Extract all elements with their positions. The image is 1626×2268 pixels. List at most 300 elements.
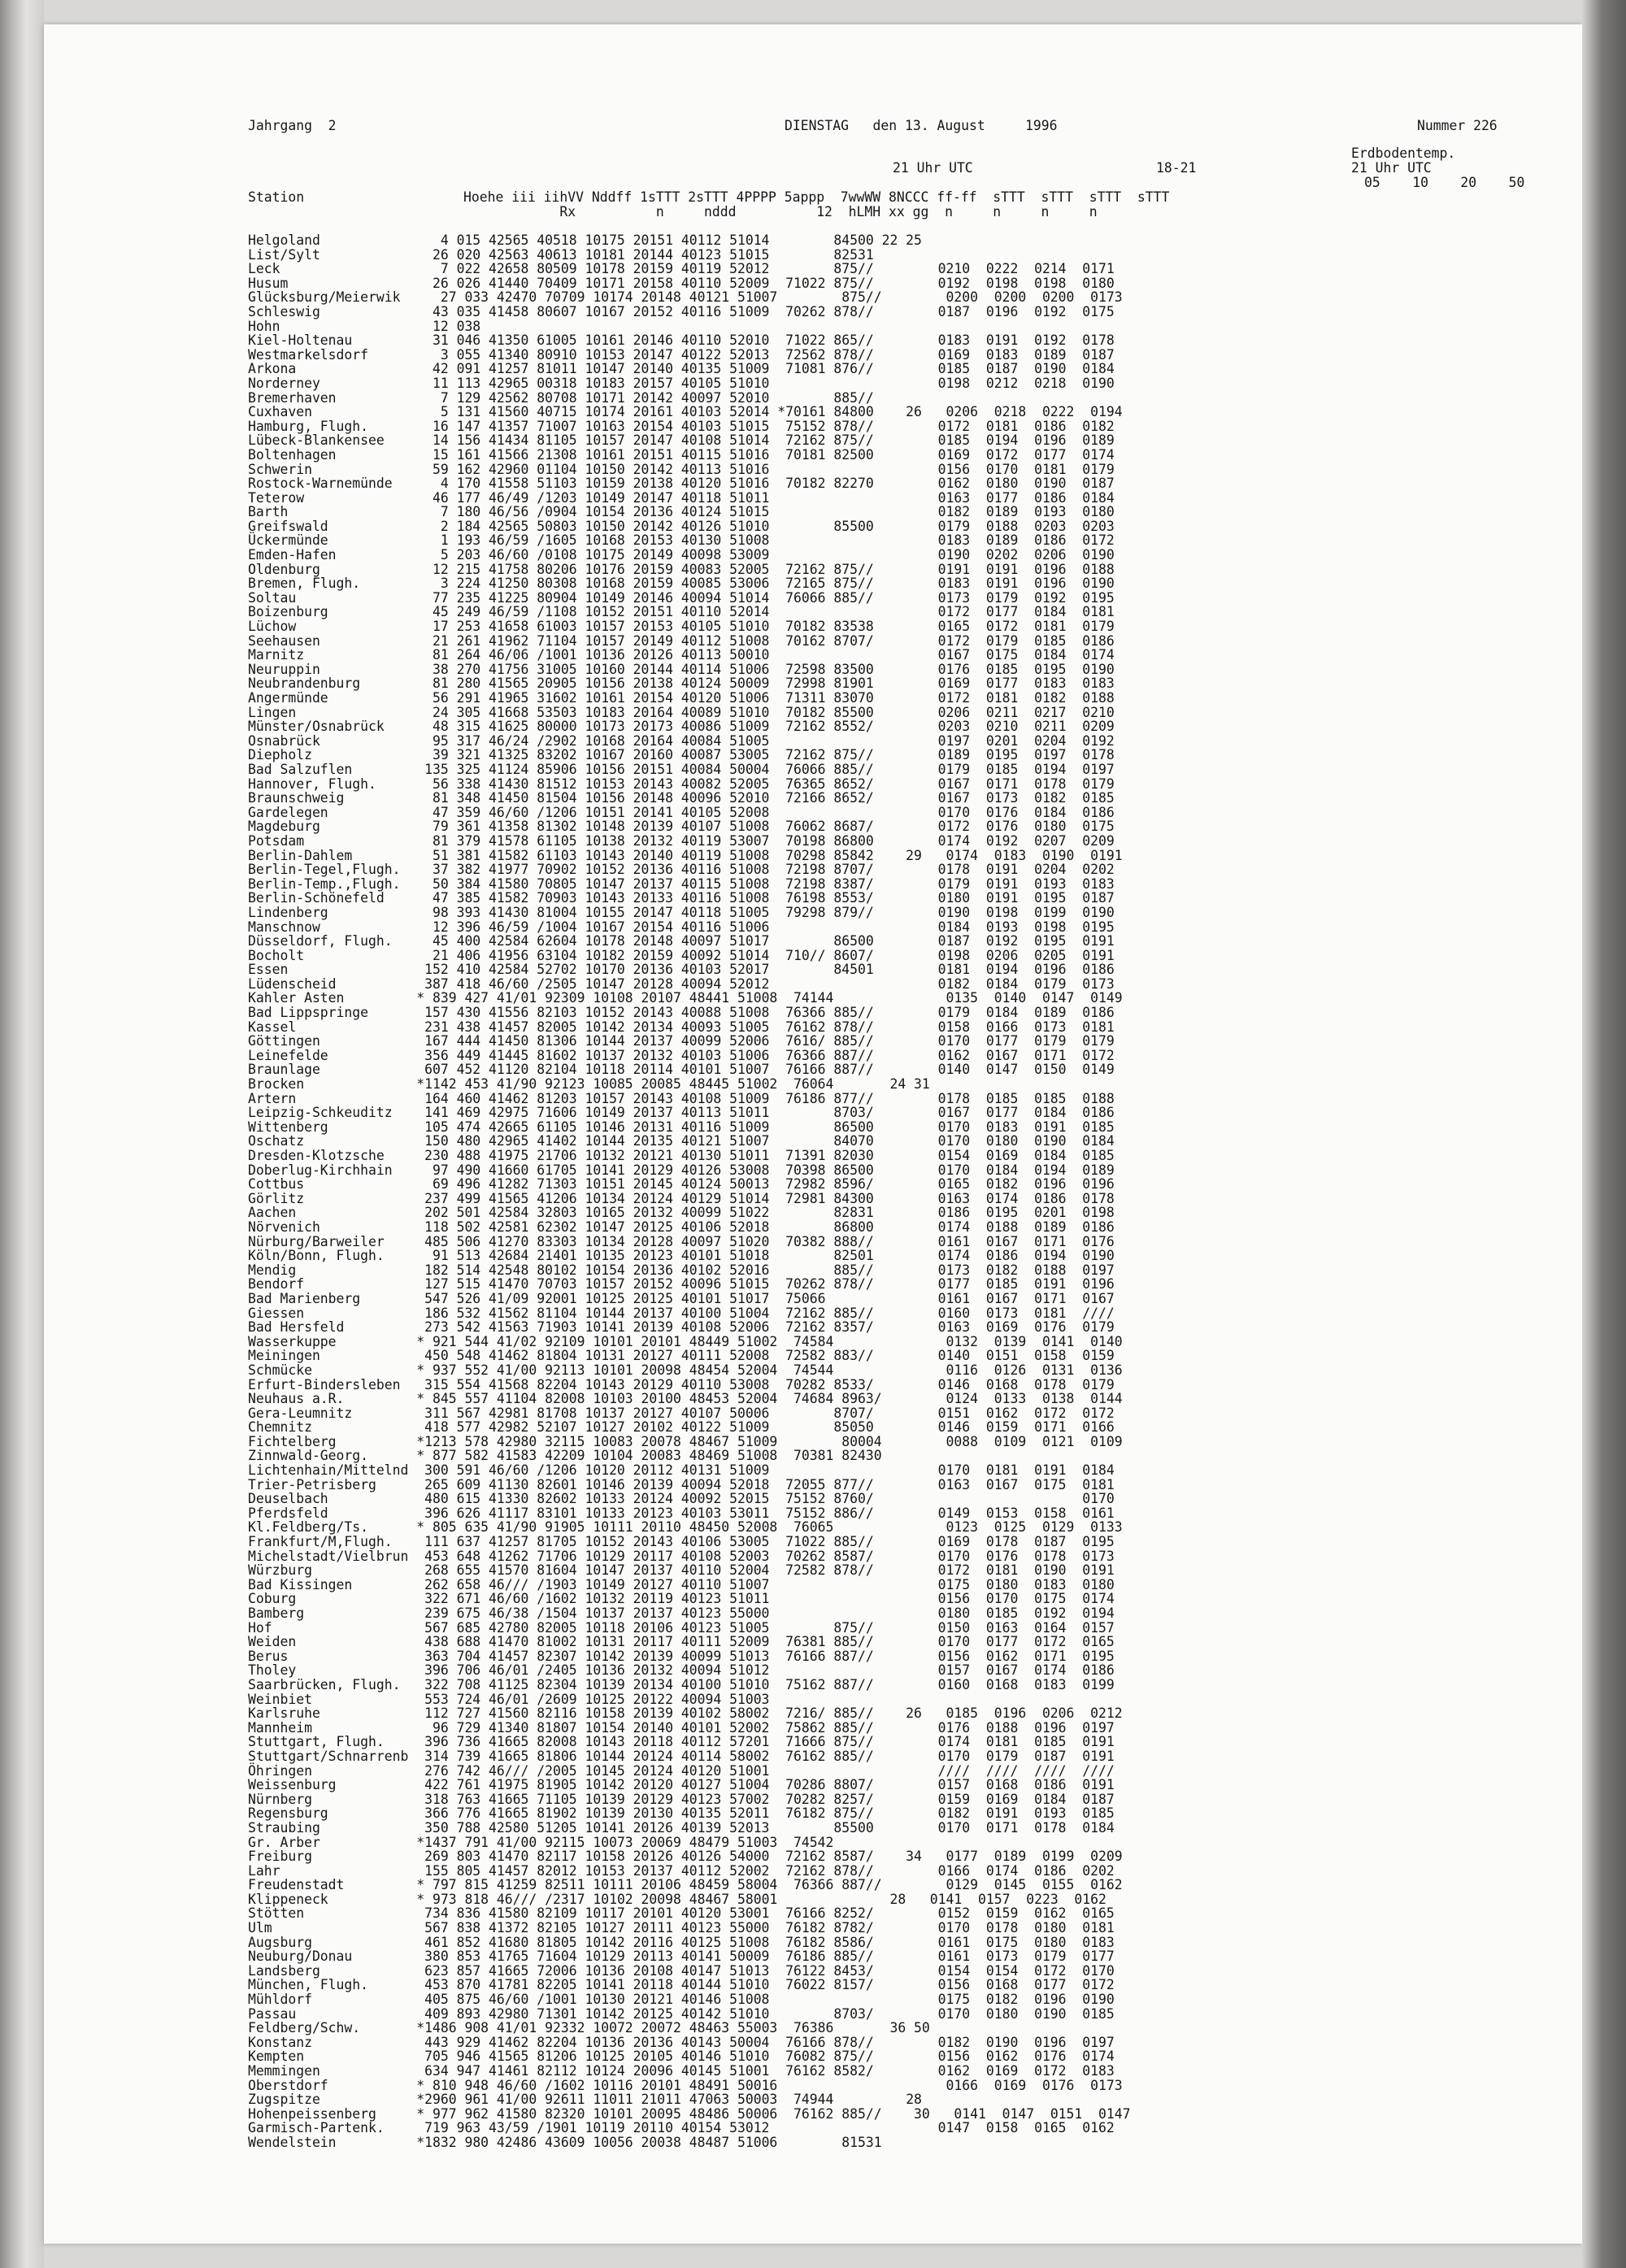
table-row xyxy=(248,2092,1131,2107)
table-row xyxy=(248,262,1131,276)
station-values: 152 410 42584 52702 10170 20136 40103 52017 84501 0181 0194 0196 0186 xyxy=(416,962,1115,978)
station-name: Mühldorf xyxy=(248,1992,417,2008)
station-name: Cuxhaven xyxy=(248,404,417,420)
station-values: 12 215 41758 80206 10176 20159 40083 52005 72162 875// 0191 0191 0196 0188 xyxy=(416,561,1115,577)
station-name: Öhringen xyxy=(248,1762,417,1779)
table-row xyxy=(248,2107,1131,2122)
station-name: Bad Marienberg xyxy=(248,1290,417,1306)
station-values: 366 776 41665 81902 10139 20130 40135 52011 76182 875// 0182 0191 0193 0185 xyxy=(416,1805,1115,1822)
station-name: Klippeneck * xyxy=(248,1891,425,1907)
station-values: 56 338 41430 81512 10153 20143 40082 52005 76365 8652/ 0167 0171 0178 0179 xyxy=(416,776,1115,792)
station-values: 921 544 41/02 92109 10101 20101 48449 51002 74584 0132 0139 0141 0140 xyxy=(424,1333,1123,1349)
station-values: 1 193 46/59 /1605 10168 20153 40130 51008 0183 0189 0186 0172 xyxy=(416,532,1115,549)
station-name: Soltau xyxy=(248,589,417,606)
table-row xyxy=(248,691,1131,706)
station-values: 46 177 46/49 /1203 10149 20147 40118 51011 0163 0177 0186 0184 xyxy=(416,489,1115,506)
table-row xyxy=(248,1678,1131,1692)
table-row xyxy=(248,1821,1131,1836)
station-values: 1437 791 41/00 92115 10073 20069 48479 51003 74542 xyxy=(424,1834,834,1850)
station-name: Emden-Hafen xyxy=(248,547,417,563)
station-values: 51 381 41582 61103 10143 20140 40119 51008 70298 85842 29 0174 0183 0190 0191 xyxy=(416,847,1123,863)
table-row xyxy=(248,748,1131,763)
station-name: Pferdsfeld xyxy=(248,1505,417,1521)
station-values: 81 280 41565 20905 10156 20138 40124 50009 72998 81901 0169 0177 0183 0183 xyxy=(416,676,1115,692)
station-values: 81 264 46/06 /1001 10136 20126 40113 50010 0167 0175 0184 0174 xyxy=(416,647,1115,663)
station-name: Nürburg/Barweiler xyxy=(248,1233,417,1249)
station-name: Deuselbach xyxy=(248,1491,417,1507)
station-values: 39 321 41325 83202 10167 20160 40087 53005 72162 875// 0189 0195 0197 0178 xyxy=(416,747,1115,763)
station-name: Essen xyxy=(248,962,417,978)
station-name: Bocholt xyxy=(248,947,417,963)
station-name: Gardelegen xyxy=(248,804,417,820)
table-row xyxy=(248,1392,1131,1406)
station-values: 553 724 46/01 /2609 10125 20122 40094 51003 xyxy=(416,1691,770,1707)
station-name: Wendelstein * xyxy=(248,2134,425,2150)
station-name: Augsburg xyxy=(248,1934,417,1950)
station-name: Neubrandenburg xyxy=(248,676,417,692)
station-name: Weinbiet xyxy=(248,1691,417,1707)
station-name: Norderney xyxy=(248,375,417,391)
station-values: 77 235 41225 80904 10149 20146 40094 51014 76066 885// 0173 0179 0192 0195 xyxy=(416,589,1115,606)
soil-temperature-time: 21 Uhr UTC xyxy=(1351,160,1432,176)
station-name: Rostock-Warnemünde xyxy=(248,476,417,492)
table-row xyxy=(248,1535,1131,1549)
station-values: 300 591 46/60 /1206 10120 20112 40131 51009 0170 0181 0191 0184 xyxy=(416,1462,1115,1479)
table-row xyxy=(248,2036,1131,2050)
table-row xyxy=(248,348,1131,363)
table-row xyxy=(248,1806,1131,1821)
table-row xyxy=(248,1549,1131,1564)
station-name: Oschatz xyxy=(248,1133,417,1149)
table-row xyxy=(248,934,1131,949)
table-row xyxy=(248,763,1131,777)
station-values: 167 444 41450 81306 10144 20137 40099 52006 7616/ 885// 0170 0177 0179 0179 xyxy=(416,1033,1115,1049)
station-name: Cottbus xyxy=(248,1176,417,1193)
station-values: 4 015 42565 40518 10175 20151 40112 51014 84500 22 25 xyxy=(416,232,922,248)
station-name: Potsdam xyxy=(248,832,417,849)
station-name: Ückermünde xyxy=(248,532,417,549)
station-values: 12 038 xyxy=(416,318,481,334)
station-values: 112 727 41560 82116 10158 20139 40102 58002 7216/ 885// 26 0185 0196 0206 0212 xyxy=(416,1705,1123,1722)
station-name: Kiel-Holtenau xyxy=(248,332,417,349)
table-row xyxy=(248,849,1131,863)
station-name: Barth xyxy=(248,504,417,520)
table-row xyxy=(248,533,1131,548)
table-row xyxy=(248,519,1131,534)
station-name: Marnitz xyxy=(248,647,417,663)
table-row xyxy=(248,1220,1131,1235)
table-row xyxy=(248,1649,1131,1664)
station-name: Weissenburg xyxy=(248,1777,417,1793)
table-row xyxy=(248,1320,1131,1335)
table-row xyxy=(248,1006,1131,1020)
table-row xyxy=(248,1034,1131,1049)
station-values: 97 490 41660 61705 10141 20129 40126 53008 70398 86500 0170 0184 0194 0189 xyxy=(416,1162,1115,1178)
station-name: Frankfurt/M,Flugh. xyxy=(248,1534,417,1550)
station-values: 105 474 42665 61105 10146 20131 40116 51009 86500 0170 0183 0191 0185 xyxy=(416,1119,1115,1135)
station-values: 1486 908 41/01 92332 10072 20072 48463 55003 76386 36 50 xyxy=(424,2020,930,2036)
station-name: Zugspitze * xyxy=(248,2092,425,2108)
table-row xyxy=(248,2121,1131,2135)
station-name: Straubing xyxy=(248,1819,417,1836)
station-values: 182 514 42548 80102 10154 20136 40102 52016 885// 0173 0182 0188 0197 xyxy=(416,1262,1115,1278)
table-row xyxy=(248,391,1131,406)
table-row xyxy=(248,1463,1131,1478)
table-row xyxy=(248,2007,1131,2022)
table-row xyxy=(248,1792,1131,1807)
station-name: Meiningen xyxy=(248,1348,417,1364)
station-name: Bremen, Flugh. xyxy=(248,576,417,592)
table-row xyxy=(248,1520,1131,1535)
station-values: 705 946 41565 81206 10125 20105 40146 51010 76082 875// 0156 0162 0176 0174 xyxy=(416,2049,1115,2065)
station-values: 3 055 41340 80910 10153 20147 40122 52013 72562 878// 0169 0183 0189 0187 xyxy=(416,346,1115,363)
station-values: 59 162 42960 01104 10150 20142 40113 51016 0156 0170 0181 0179 xyxy=(416,461,1115,477)
table-row xyxy=(248,949,1131,963)
station-name: Braunlage xyxy=(248,1062,417,1078)
station-values: 56 291 41965 31602 10161 20154 40120 51006 71311 83070 0172 0181 0182 0188 xyxy=(416,690,1115,706)
station-name: Schwerin xyxy=(248,461,417,477)
station-values: 937 552 41/00 92113 10101 20098 48454 52004 74544 0116 0126 0131 0136 xyxy=(424,1362,1123,1378)
station-name: Aachen xyxy=(248,1205,417,1221)
station-name: Doberlug-Kirchhain xyxy=(248,1162,417,1178)
station-name: Görlitz xyxy=(248,1190,417,1206)
date-line: DIENSTAG den 13. August 1996 xyxy=(785,118,1058,133)
station-values: 2 184 42565 50803 10150 20142 40126 51010 85500 0179 0188 0203 0203 xyxy=(416,518,1115,534)
table-row xyxy=(248,1492,1131,1506)
station-name: Manschnow xyxy=(248,919,417,935)
table-row xyxy=(248,2079,1131,2093)
station-values: 26 026 41440 70409 10171 20158 40110 52009 71022 875// 0192 0198 0198 0180 xyxy=(416,275,1115,291)
station-values: 973 818 46/// /2317 10102 20098 48467 58001 28 0141 0157 0223 0162 xyxy=(424,1891,1106,1907)
table-row xyxy=(248,1292,1131,1306)
table-row xyxy=(248,1177,1131,1192)
station-values: 141 469 42975 71606 10149 20137 40113 51011 8703/ 0167 0177 0184 0186 xyxy=(416,1105,1115,1121)
station-values: 3 224 41250 80308 10168 20159 40085 53006 72165 875// 0183 0191 0196 0190 xyxy=(416,576,1115,592)
station-name: Neuruppin xyxy=(248,661,417,677)
station-values: 450 548 41462 81804 10131 20127 40111 52008 72582 883// 0140 0151 0158 0159 xyxy=(416,1348,1115,1364)
station-name: Düsseldorf, Flugh. xyxy=(248,933,417,949)
station-name: Lüdenscheid xyxy=(248,975,417,992)
station-name: Erfurt-Bindersleben xyxy=(248,1376,417,1393)
table-row xyxy=(248,1192,1131,1206)
table-row xyxy=(248,862,1131,877)
station-name: Bendorf xyxy=(248,1276,417,1293)
station-values: 567 685 42780 82005 10118 20106 40123 51005 875// 0150 0163 0164 0157 xyxy=(416,1619,1115,1636)
book-page-edges-left xyxy=(0,0,44,2268)
table-row xyxy=(248,1978,1131,1992)
table-row xyxy=(248,1206,1131,1220)
table-row xyxy=(248,1406,1131,1421)
column-header-station: Station xyxy=(248,189,305,205)
station-values: 45 249 46/59 /1108 10152 20151 40110 52014 0172 0177 0184 0181 xyxy=(416,604,1115,620)
station-values: 350 788 42580 51205 10141 20126 40139 52013 85500 0170 0171 0178 0184 xyxy=(416,1819,1115,1836)
station-name: Memmingen xyxy=(248,2063,417,2079)
station-values: 111 637 41257 81705 10152 20143 40106 53005 71022 885// 0169 0178 0187 0195 xyxy=(416,1534,1115,1550)
station-name: Greifswald xyxy=(248,518,417,534)
station-name: Weiden xyxy=(248,1634,417,1650)
station-name: Boizenburg xyxy=(248,604,417,620)
station-name: Arkona xyxy=(248,361,417,377)
station-values: 5 203 46/60 /0108 10175 20149 40098 53009 0190 0202 0206 0190 xyxy=(416,547,1115,563)
table-row xyxy=(248,1435,1131,1449)
station-name: Osnabrück xyxy=(248,732,417,749)
table-row xyxy=(248,1849,1131,1864)
station-values: 315 554 41568 82204 10143 20129 40110 53008 70282 8533/ 0146 0168 0178 0179 xyxy=(416,1376,1115,1393)
station-values: 79 361 41358 81302 10148 20139 40107 51008 76062 8687/ 0172 0176 0180 0175 xyxy=(416,819,1115,835)
station-values: 810 948 46/60 /1602 10116 20101 48491 50016 0166 0169 0176 0173 xyxy=(424,2077,1123,2093)
table-row xyxy=(248,906,1131,920)
station-values: 268 655 41570 81604 10147 20137 40110 52004 72582 878// 0172 0181 0190 0191 xyxy=(416,1562,1115,1579)
station-name: Dresden-Klotzsche xyxy=(248,1148,417,1163)
table-row xyxy=(248,319,1131,334)
station-values: 396 706 46/01 /2405 10136 20132 40094 51012 0157 0167 0174 0186 xyxy=(416,1662,1115,1679)
station-values: 977 962 41580 82320 10101 20095 48486 50006 76162 885// 30 0141 0147 0151 0147 xyxy=(424,2105,1131,2122)
station-values: 2960 961 41/00 92611 11011 21011 47063 50003 74944 28 xyxy=(424,2092,922,2108)
table-row xyxy=(248,1049,1131,1063)
table-row xyxy=(248,1749,1131,1764)
table-row xyxy=(248,991,1131,1006)
station-name: Regensburg xyxy=(248,1805,417,1822)
station-values: 7 129 42562 80708 10171 20142 40097 52010 885// xyxy=(416,389,874,406)
station-name: Passau xyxy=(248,2005,417,2022)
station-name: Nörvenich xyxy=(248,1219,417,1235)
station-values: 135 325 41124 85906 10156 20151 40084 50004 76066 885// 0179 0185 0194 0197 xyxy=(416,761,1115,777)
station-values: 1213 578 42980 32115 10083 20078 48467 51009 80004 0088 0109 0121 0109 xyxy=(424,1433,1123,1449)
station-name: Karlsruhe xyxy=(248,1705,417,1722)
table-row xyxy=(248,1906,1131,1921)
group-18-21: 18-21 xyxy=(1156,160,1197,176)
table-row xyxy=(248,1692,1131,1707)
station-values: 26 020 42563 40613 10181 20144 40123 51015 82531 xyxy=(416,246,874,263)
station-name: Oldenburg xyxy=(248,561,417,577)
station-name: Lingen xyxy=(248,704,417,720)
table-row xyxy=(248,1092,1131,1106)
table-row xyxy=(248,1621,1131,1636)
station-name: Wasserkuppe * xyxy=(248,1333,425,1349)
station-name: Bad Hersfeld xyxy=(248,1319,417,1336)
station-values: 237 499 41565 41206 10134 20124 40129 51014 72981 84300 0163 0174 0186 0178 xyxy=(416,1190,1115,1206)
station-values: 396 736 41665 82008 10143 20118 40112 57201 71666 875// 0174 0181 0185 0191 xyxy=(416,1734,1115,1750)
table-row xyxy=(248,1836,1131,1850)
table-row xyxy=(248,1592,1131,1606)
station-values: 231 438 41457 82005 10142 20134 40093 51005 76162 878// 0158 0166 0173 0181 xyxy=(416,1019,1115,1035)
column-header-codes: Hoehe iii iihVV Nddff 1sTTT 2sTTT 4PPPP 5appp 7wwWW 8NCCC ff-ff sTTT sTTT sTTT sTTT xyxy=(463,189,1170,205)
station-name: Hohenpeissenberg * xyxy=(248,2105,425,2122)
table-row xyxy=(248,962,1131,977)
column-header-codes-second-line: Rx n nddd 12 hLMH xx gg n n n n xyxy=(463,204,1098,219)
station-values: 98 393 41430 81004 10155 20147 40118 51005 79298 879// 0190 0198 0199 0190 xyxy=(416,904,1115,920)
station-values: 37 382 41977 70902 10152 20136 40116 51008 72198 8707/ 0178 0191 0204 0202 xyxy=(416,862,1115,878)
station-values: 396 626 41117 83101 10133 20123 40103 53011 75152 886// 0149 0153 0158 0161 xyxy=(416,1505,1115,1521)
table-row xyxy=(248,1120,1131,1135)
table-row xyxy=(248,2135,1131,2150)
station-name: Fichtelberg * xyxy=(248,1433,425,1449)
station-values: 91 513 42684 21401 10135 20123 40101 51018 82501 0174 0186 0194 0190 xyxy=(416,1248,1115,1264)
station-name: Gera-Leumnitz xyxy=(248,1405,417,1421)
station-name: Lindenberg xyxy=(248,904,417,920)
table-row xyxy=(248,891,1131,906)
station-values: 623 857 41665 72006 10136 20108 40147 51013 76122 8453/ 0154 0154 0172 0170 xyxy=(416,1962,1115,1979)
station-values: 47 359 46/60 /1206 10151 20141 40105 52008 0170 0176 0184 0186 xyxy=(416,804,1115,820)
station-values: 12 396 46/59 /1004 10167 20154 40116 51006 0184 0193 0198 0195 xyxy=(416,919,1115,935)
station-values: 150 480 42965 41402 10144 20135 40121 51007 84070 0170 0180 0190 0184 xyxy=(416,1133,1115,1149)
station-values: 363 704 41457 82307 10142 20139 40099 51013 76166 887// 0156 0162 0171 0195 xyxy=(416,1648,1115,1664)
station-values: 877 582 41583 42209 10104 20083 48469 51008 70381 82430 xyxy=(424,1448,882,1464)
table-row xyxy=(248,362,1131,376)
station-values: 805 635 41/90 91905 10111 20110 48450 52008 76065 0123 0125 0129 0133 xyxy=(424,1519,1123,1536)
station-name: Glücksburg/Meierwik xyxy=(248,289,417,306)
station-name: Landsberg xyxy=(248,1962,417,1979)
station-values: 453 870 41781 82205 10141 20118 40144 51010 76022 8157/ 0156 0168 0177 0172 xyxy=(416,1977,1115,1993)
station-values: 155 805 41457 82012 10153 20137 40112 52002 72162 878// 0166 0174 0186 0202 xyxy=(416,1862,1115,1879)
station-name: Leinefelde xyxy=(248,1047,417,1063)
table-row xyxy=(248,1106,1131,1120)
station-name: Berlin-Dahlem xyxy=(248,847,417,863)
volume-label: Jahrgang 2 xyxy=(248,118,337,133)
table-row xyxy=(248,777,1131,792)
table-row xyxy=(248,248,1131,263)
station-values: 443 929 41462 82204 10136 20136 40143 50004 76166 878// 0182 0190 0196 0197 xyxy=(416,2034,1115,2050)
table-row xyxy=(248,2049,1131,2064)
station-name: Bamberg xyxy=(248,1605,417,1621)
station-values: 50 384 41580 70805 10147 20137 40115 51008 72198 8387/ 0179 0191 0193 0183 xyxy=(416,875,1115,892)
station-name: Kl.Feldberg/Ts. * xyxy=(248,1519,425,1536)
station-name: Trier-Petrisberg xyxy=(248,1476,417,1492)
table-row xyxy=(248,648,1131,663)
station-values: 461 852 41680 81805 10142 20116 40125 51008 76182 8586/ 0161 0175 0180 0183 xyxy=(416,1934,1115,1950)
station-values: 797 815 41259 82511 10111 20106 48459 58004 76366 887// 0129 0145 0155 0162 xyxy=(424,1877,1123,1893)
station-name: List/Sylt xyxy=(248,246,417,263)
station-values: 438 688 41470 81002 10131 20117 40111 52009 76381 885// 0170 0177 0172 0165 xyxy=(416,1634,1115,1650)
table-row xyxy=(248,1077,1131,1092)
table-row xyxy=(248,1635,1131,1649)
station-name: Berlin-Tegel,Flugh. xyxy=(248,862,417,878)
station-values: 634 947 41461 82112 10124 20096 40145 51001 76162 8582/ 0162 0169 0172 0183 xyxy=(416,2063,1115,2079)
table-row xyxy=(248,433,1131,448)
station-name: Schmücke * xyxy=(248,1362,425,1378)
station-name: Stuttgart/Schnarrenb xyxy=(248,1748,417,1764)
station-values: 21 261 41962 71104 10157 20149 40112 51008 70162 8707/ 0172 0179 0185 0186 xyxy=(416,632,1115,649)
table-row xyxy=(248,1478,1131,1492)
station-name: Bad Salzuflen xyxy=(248,761,417,777)
table-row xyxy=(248,290,1131,305)
soil-temperature-heading: Erdbodentemp. xyxy=(1351,146,1456,161)
table-row xyxy=(248,233,1131,248)
station-name: Schleswig xyxy=(248,303,417,319)
station-values: 96 729 41340 81807 10154 20140 40101 52002 75862 885// 0176 0188 0196 0197 xyxy=(416,1719,1115,1736)
station-values: 24 305 41668 53503 10183 20164 40089 51010 70182 85500 0206 0211 0217 0210 xyxy=(416,704,1115,720)
station-name: Mendig xyxy=(248,1262,417,1278)
station-values: 318 763 41665 71105 10139 20129 40123 57002 70282 8257/ 0159 0169 0184 0187 xyxy=(416,1791,1115,1807)
table-row xyxy=(248,1335,1131,1349)
station-name: Hannover, Flugh. xyxy=(248,776,417,792)
station-name: Wittenberg xyxy=(248,1119,417,1135)
station-name: Coburg xyxy=(248,1591,417,1607)
station-values: 311 567 42981 81708 10137 20127 40107 50006 8707/ 0151 0162 0172 0172 xyxy=(416,1405,1115,1421)
station-values: 269 803 41470 82117 10158 20126 40126 54000 72162 8587/ 34 0177 0189 0199 0209 xyxy=(416,1849,1123,1865)
station-values: 4 170 41558 51103 10159 20138 40120 51016 70182 82270 0162 0180 0190 0187 xyxy=(416,476,1115,492)
station-values: 27 033 42470 70709 10174 20148 40121 51007 875// 0200 0200 0200 0173 xyxy=(416,289,1123,306)
table-row xyxy=(248,1764,1131,1779)
station-name: Braunschweig xyxy=(248,790,417,806)
station-values: 734 836 41580 82109 10117 20101 40120 53001 76166 8252/ 0152 0159 0162 0165 xyxy=(416,1905,1115,1922)
station-values: 7 180 46/56 /0904 10154 20136 40124 51015 0182 0189 0193 0180 xyxy=(416,504,1115,520)
station-name: Bad Lippspringe xyxy=(248,1005,417,1021)
station-values: 547 526 41/09 92001 10125 20125 40101 51017 75066 0161 0167 0171 0167 xyxy=(416,1290,1115,1306)
station-name: Stötten xyxy=(248,1905,417,1922)
table-row xyxy=(248,448,1131,463)
station-values: 7 022 42658 80509 10178 20159 40119 52012 875// 0210 0222 0214 0171 xyxy=(416,261,1115,277)
station-name: Göttingen xyxy=(248,1033,417,1049)
observation-table xyxy=(248,233,1131,2150)
table-row xyxy=(248,1506,1131,1521)
table-row xyxy=(248,619,1131,634)
table-row xyxy=(248,505,1131,519)
table-row xyxy=(248,1921,1131,1936)
table-row xyxy=(248,333,1131,348)
table-row xyxy=(248,791,1131,806)
station-name: Angermünde xyxy=(248,690,417,706)
station-values: 1142 453 41/90 92123 10085 20085 48445 51002 76064 24 31 xyxy=(424,1076,930,1093)
station-values: 380 853 41765 71604 10129 20113 40141 50009 76186 885// 0161 0173 0179 0177 xyxy=(416,1949,1115,1965)
station-values: 405 875 46/60 /1001 10130 20121 40146 51008 0175 0182 0196 0190 xyxy=(416,1992,1115,2008)
station-name: Helgoland xyxy=(248,232,417,248)
table-row xyxy=(248,676,1131,691)
station-name: Kassel xyxy=(248,1019,417,1035)
station-name: Seehausen xyxy=(248,632,417,649)
issue-number: Nummer 226 xyxy=(1417,118,1498,133)
table-row xyxy=(248,563,1131,577)
table-row xyxy=(248,1363,1131,1378)
table-row xyxy=(248,1449,1131,1463)
table-row xyxy=(248,476,1131,491)
station-values: 202 501 42584 32803 10165 20132 40099 51022 82831 0186 0195 0201 0198 xyxy=(416,1205,1115,1221)
table-row xyxy=(248,1878,1131,1892)
station-name: Bad Kissingen xyxy=(248,1576,417,1592)
station-name: Freiburg xyxy=(248,1849,417,1865)
table-row xyxy=(248,706,1131,720)
table-row xyxy=(248,605,1131,619)
table-row xyxy=(248,1277,1131,1292)
station-values: 43 035 41458 80607 10167 20152 40116 51009 70262 878// 0187 0196 0192 0175 xyxy=(416,303,1115,319)
station-name: Oberstdorf * xyxy=(248,2077,425,2093)
station-values: 45 400 42584 62604 10178 20148 40097 51017 86500 0187 0192 0195 0191 xyxy=(416,933,1115,949)
station-name: Berlin-Temp.,Flugh. xyxy=(248,875,417,892)
station-name: Freudenstadt * xyxy=(248,1877,425,1893)
station-name: Zinnwald-Georg. * xyxy=(248,1448,425,1464)
table-row xyxy=(248,806,1131,820)
table-row xyxy=(248,491,1131,506)
station-values: 387 418 46/60 /2505 10147 20128 40094 52012 0182 0184 0179 0173 xyxy=(416,975,1115,992)
station-values: 322 708 41125 82304 10139 20134 40100 51010 75162 887// 0160 0168 0183 0199 xyxy=(416,1676,1115,1692)
station-values: 81 348 41450 81504 10156 20148 40096 52010 72166 8652/ 0167 0173 0182 0185 xyxy=(416,790,1115,806)
station-name: Leck xyxy=(248,261,417,277)
station-name: München, Flugh. xyxy=(248,1977,417,1993)
table-row xyxy=(248,1778,1131,1792)
station-values: 1832 980 42486 43609 10056 20038 48487 51006 81531 xyxy=(424,2134,882,2150)
station-name: Giessen xyxy=(248,1305,417,1321)
station-name: Berus xyxy=(248,1648,417,1664)
book-page-edges-right xyxy=(1582,0,1626,2268)
station-values: 276 742 46/// /2005 10145 20124 40120 51001 //// //// //// //// xyxy=(416,1762,1115,1779)
table-row xyxy=(248,1721,1131,1736)
table-row xyxy=(248,719,1131,734)
station-name: Neuhaus a.R. * xyxy=(248,1391,425,1407)
station-values: 262 658 46/// /1903 10149 20127 40110 51007 0175 0180 0183 0180 xyxy=(416,1576,1115,1592)
station-values: 265 609 41130 82601 10146 20139 40094 52018 72055 877// 0163 0167 0175 0181 xyxy=(416,1476,1115,1492)
station-values: 845 557 41104 82008 10103 20100 48453 52004 74684 8963/ 0124 0133 0138 0144 xyxy=(424,1391,1123,1407)
station-values: 409 893 42980 71301 10142 20125 40142 51010 8703/ 0170 0180 0190 0185 xyxy=(416,2005,1115,2022)
